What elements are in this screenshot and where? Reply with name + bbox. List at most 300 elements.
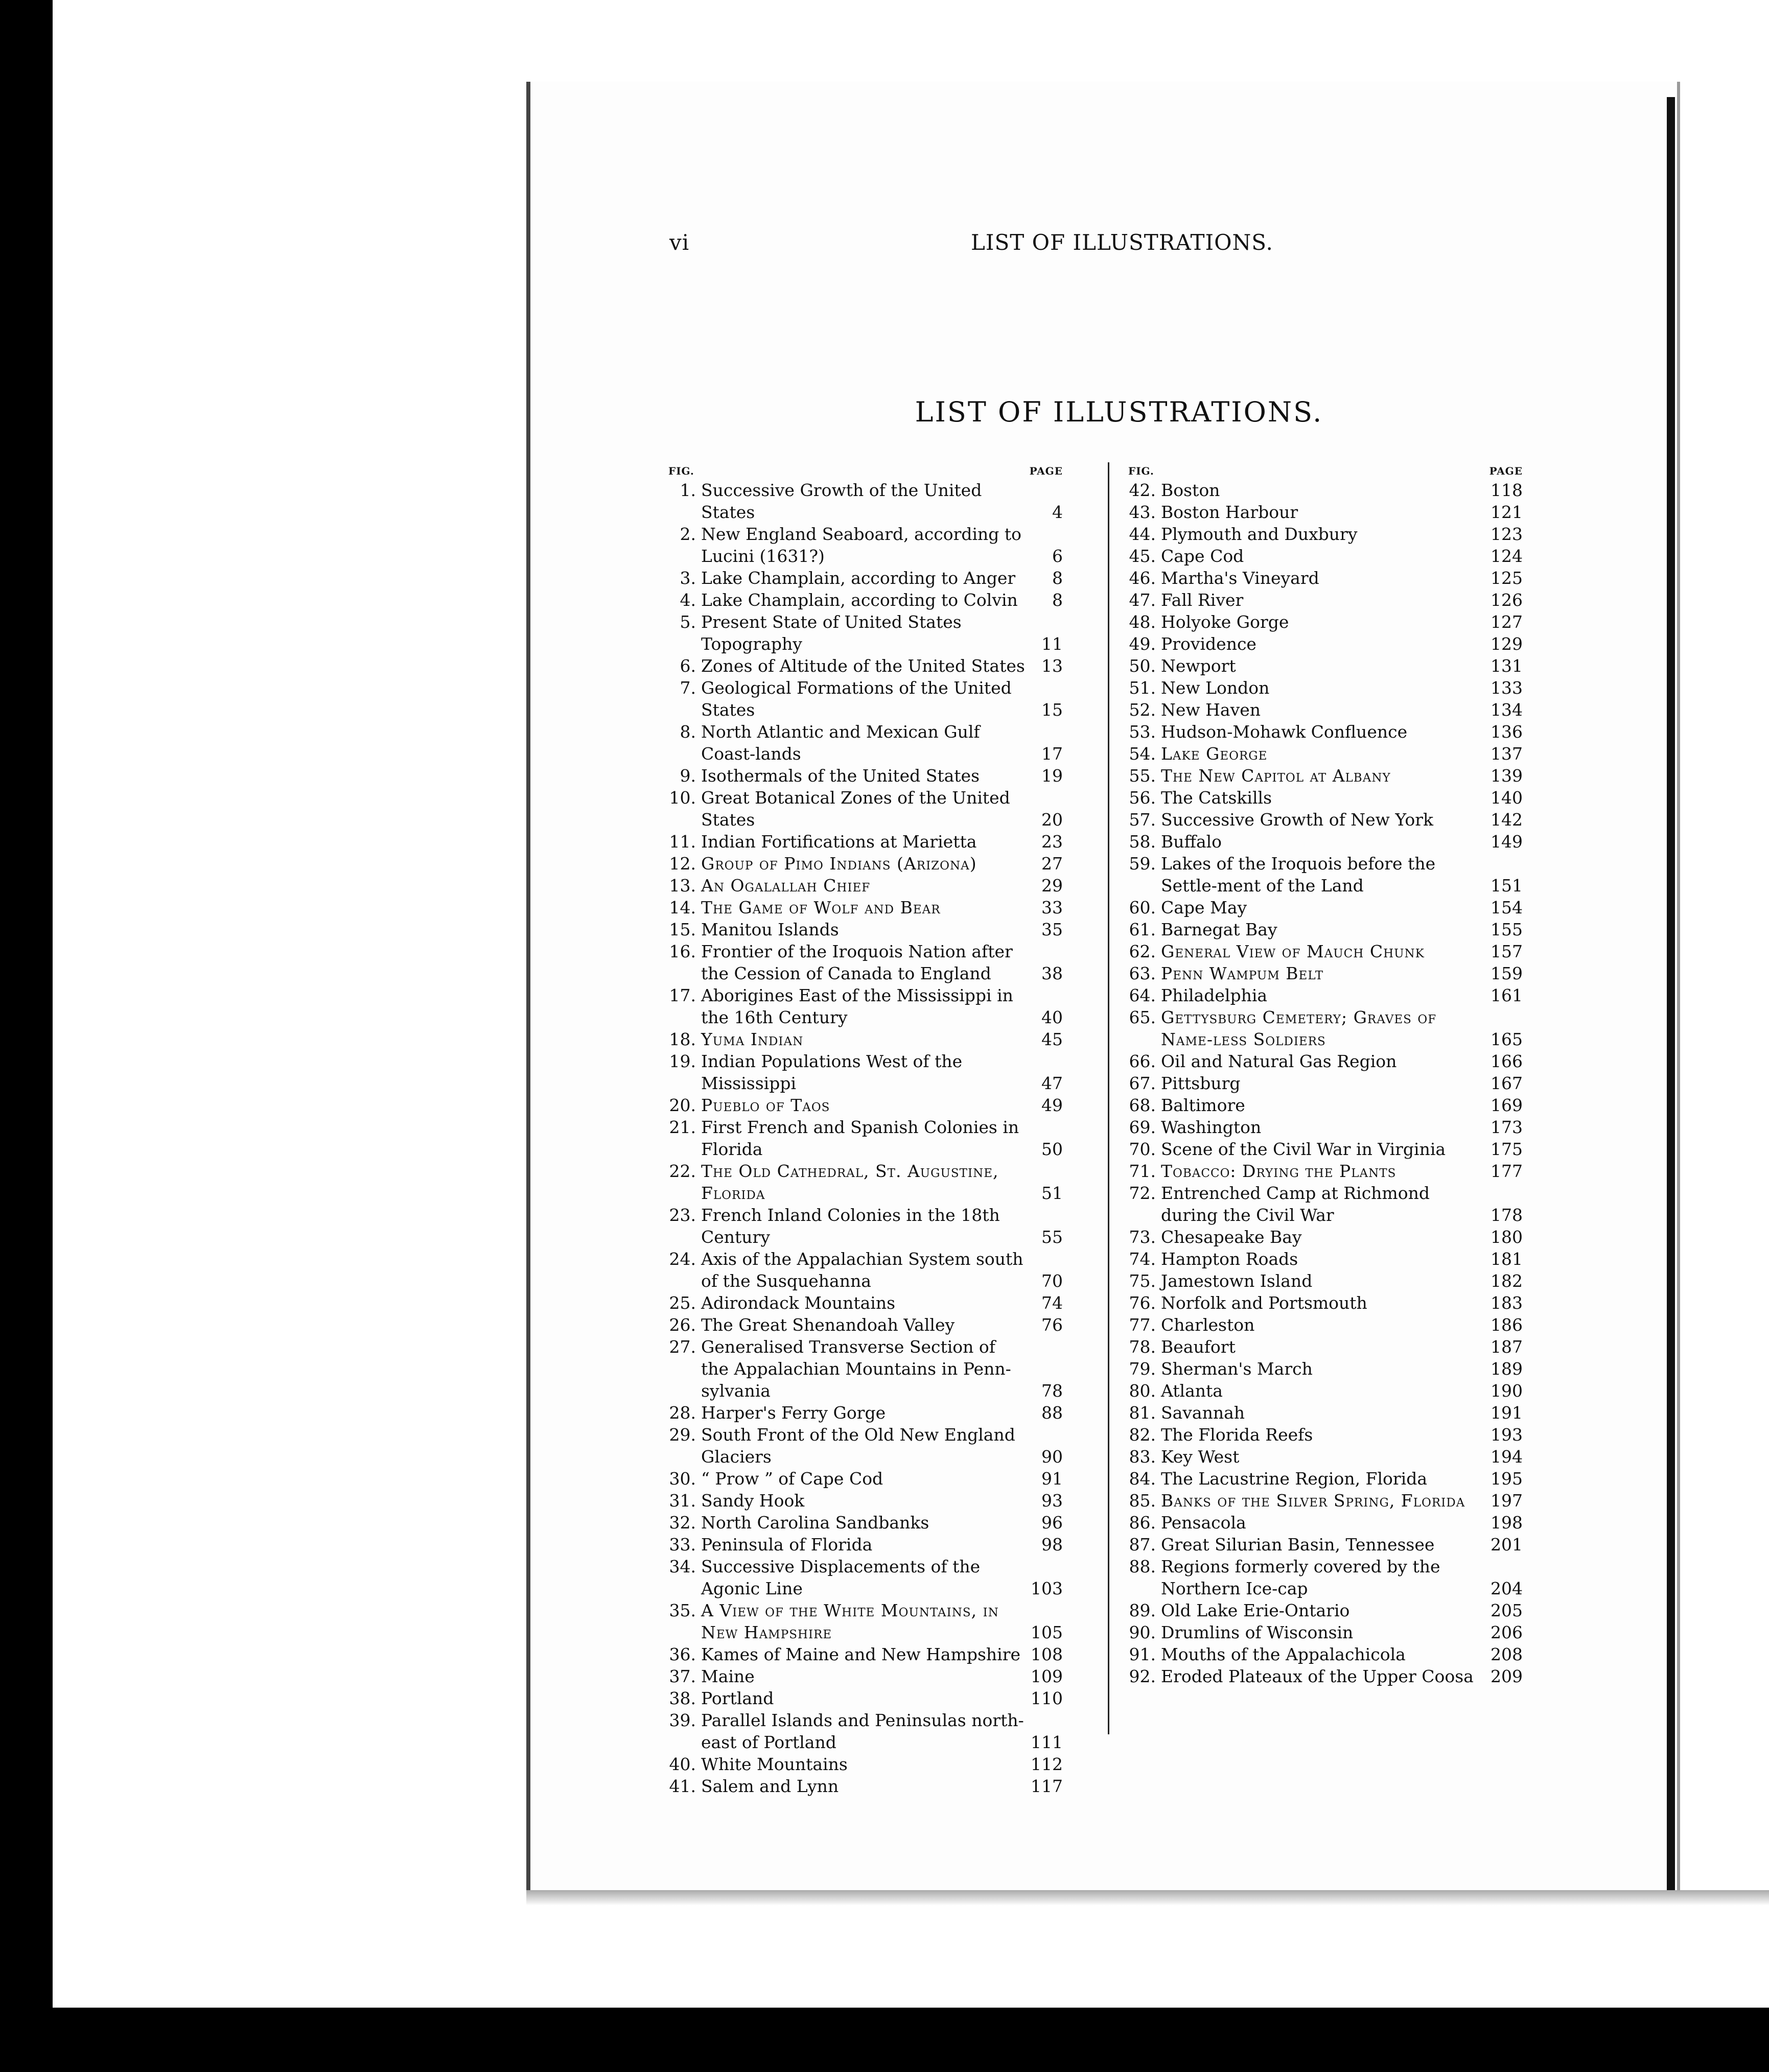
illustration-entry xyxy=(1124,677,1523,699)
figure-title xyxy=(1161,1270,1488,1292)
illustration-entry xyxy=(664,897,1063,919)
figure-number: 19. xyxy=(669,1051,696,1071)
figure-number: 83. xyxy=(1129,1447,1156,1467)
figure-title xyxy=(701,1556,1028,1599)
page-title: LIST OF ILLUSTRATIONS. xyxy=(915,396,1323,428)
figure-title xyxy=(1161,743,1488,765)
figure-number: 65. xyxy=(1129,1007,1156,1027)
figure-title-text: Banks of the Silver Spring, Florida xyxy=(1161,1491,1465,1511)
figure-number: 55. xyxy=(1129,766,1156,786)
figure-title-text: The Game of Wolf and Bear xyxy=(701,898,941,917)
figure-title xyxy=(701,1512,1028,1534)
figure-number: 60. xyxy=(1129,898,1156,917)
figure-number: 8. xyxy=(680,722,696,742)
figure-title xyxy=(701,940,1028,984)
figure-title xyxy=(1161,1336,1488,1358)
figure-title-text: Savannah xyxy=(1161,1403,1245,1423)
page-number: 74 xyxy=(1041,1293,1063,1313)
page-number: 209 xyxy=(1491,1666,1523,1686)
figure-title xyxy=(701,655,1028,677)
page-number: 91 xyxy=(1041,1469,1063,1489)
illustration-entry xyxy=(664,1599,1063,1643)
illustration-entry xyxy=(664,589,1063,611)
page-number: 201 xyxy=(1491,1535,1523,1555)
figure-title xyxy=(701,1490,1028,1512)
figure-title xyxy=(701,1665,1028,1687)
figure-title xyxy=(1161,1380,1488,1402)
figure-title-text: Manitou Islands xyxy=(701,920,839,939)
illustration-entry xyxy=(664,940,1063,984)
figure-title xyxy=(1161,545,1488,567)
figure-title-text: Boston xyxy=(1161,480,1220,500)
figure-title xyxy=(701,1468,1028,1490)
figure-title-text: “ Prow ” of Cape Cod xyxy=(701,1469,883,1489)
figure-title-text: Successive Growth of New York xyxy=(1161,810,1433,830)
figure-number: 79. xyxy=(1129,1359,1156,1379)
page-number: 133 xyxy=(1491,678,1523,698)
illustration-entry xyxy=(1124,479,1523,501)
figure-title xyxy=(701,897,1028,919)
page-number: 112 xyxy=(1031,1754,1063,1774)
page-number: 29 xyxy=(1041,876,1063,896)
figure-number: 44. xyxy=(1129,524,1156,544)
figure-number: 9. xyxy=(680,766,696,786)
figure-title xyxy=(701,765,1028,787)
illustration-entry xyxy=(664,1424,1063,1468)
figure-title-text: Peninsula of Florida xyxy=(701,1535,873,1555)
illustration-entry xyxy=(1124,699,1523,721)
figure-number: 29. xyxy=(669,1425,696,1445)
figure-title-text: Beaufort xyxy=(1161,1337,1236,1357)
figure-number: 89. xyxy=(1129,1600,1156,1620)
figure-title-text: Lake Champlain, according to Colvin xyxy=(701,590,1018,610)
illustration-entry xyxy=(664,721,1063,765)
figure-title xyxy=(1161,1116,1488,1138)
figure-title xyxy=(1161,940,1488,962)
page-number: 149 xyxy=(1491,832,1523,852)
illustration-entry xyxy=(1124,721,1523,743)
page-number: 8 xyxy=(1052,568,1063,588)
figure-title xyxy=(1161,501,1488,523)
figure-title-text: New London xyxy=(1161,678,1270,698)
figure-title xyxy=(701,1248,1028,1292)
figure-title-text: North Atlantic and Mexican Gulf Coast-lands xyxy=(701,722,980,764)
illustration-entry xyxy=(1124,1226,1523,1248)
figure-title-text: Lake Champlain, according to Anger xyxy=(701,568,1016,588)
figure-number: 4. xyxy=(680,590,696,610)
figure-title xyxy=(1161,1292,1488,1314)
figure-title xyxy=(701,589,1028,611)
illustration-entry xyxy=(664,1468,1063,1490)
figure-title-text: Indian Populations West of the Mississippi xyxy=(701,1051,963,1093)
figure-title-text: Zones of Altitude of the United States xyxy=(701,656,1025,676)
figure-title-text: Pensacola xyxy=(1161,1513,1246,1533)
figure-number: 16. xyxy=(669,941,696,961)
page-number: 17 xyxy=(1041,744,1063,764)
figure-title xyxy=(1161,1424,1488,1446)
illustration-entry xyxy=(1124,1314,1523,1336)
figure-number: 35. xyxy=(669,1600,696,1620)
figure-title xyxy=(701,1160,1028,1204)
page-number: 142 xyxy=(1491,810,1523,830)
column-header xyxy=(664,460,1063,479)
illustration-entry xyxy=(664,1116,1063,1160)
page-number: 35 xyxy=(1041,920,1063,939)
figure-title xyxy=(701,611,1028,655)
figure-number: 73. xyxy=(1129,1227,1156,1247)
page-number: 98 xyxy=(1041,1535,1063,1555)
illustration-entry xyxy=(664,523,1063,567)
figure-title xyxy=(1161,1094,1488,1116)
figure-title-text: Yuma Indian xyxy=(701,1029,804,1049)
page-number: 27 xyxy=(1041,854,1063,874)
figure-title xyxy=(1161,1160,1488,1182)
figure-title-text: Cape Cod xyxy=(1161,546,1244,566)
page-number: 111 xyxy=(1031,1732,1063,1752)
figure-title xyxy=(1161,1468,1488,1490)
figure-number: 71. xyxy=(1129,1161,1156,1181)
page-number: 127 xyxy=(1491,612,1523,632)
figure-number: 38. xyxy=(669,1688,696,1708)
page-number: 6 xyxy=(1052,546,1063,566)
illustration-entry xyxy=(1124,1116,1523,1138)
figure-title xyxy=(701,1336,1028,1402)
figure-title-text: Sandy Hook xyxy=(701,1491,805,1511)
page-number: 208 xyxy=(1491,1644,1523,1664)
illustration-entry xyxy=(1124,633,1523,655)
figure-title xyxy=(1161,633,1488,655)
figure-title xyxy=(701,1534,1028,1556)
illustration-entry xyxy=(1124,1336,1523,1358)
column-divider xyxy=(1108,462,1109,1734)
figure-title xyxy=(701,1402,1028,1424)
illustration-entry xyxy=(1124,501,1523,523)
illustrations-column-right xyxy=(1124,460,1523,1687)
page-number: 197 xyxy=(1491,1491,1523,1511)
illustration-entry xyxy=(664,655,1063,677)
figure-number: 31. xyxy=(669,1491,696,1511)
figure-title-text: Great Silurian Basin, Tennessee xyxy=(1161,1535,1435,1555)
figure-title xyxy=(1161,897,1488,919)
illustration-entry xyxy=(664,1402,1063,1424)
figure-title-text: Frontier of the Iroquois Nation after the Cession of Canada to England xyxy=(701,941,1013,983)
figure-number: 22. xyxy=(669,1161,696,1181)
page-number: 55 xyxy=(1041,1227,1063,1247)
figure-number: 91. xyxy=(1129,1644,1156,1664)
figure-title-text: Old Lake Erie-Ontario xyxy=(1161,1600,1350,1620)
page-number: 45 xyxy=(1041,1029,1063,1049)
figure-title-text: White Mountains xyxy=(701,1754,848,1774)
figure-title-text: Martha's Vineyard xyxy=(1161,568,1319,588)
figure-title xyxy=(1161,1599,1488,1621)
page-number: 155 xyxy=(1491,920,1523,939)
page-number: 157 xyxy=(1491,941,1523,961)
illustration-entry xyxy=(1124,1006,1523,1050)
figure-number: 18. xyxy=(669,1029,696,1049)
illustration-entry xyxy=(664,1709,1063,1753)
figure-title-text: Sherman's March xyxy=(1161,1359,1313,1379)
page-number: 169 xyxy=(1491,1095,1523,1115)
page-number: 194 xyxy=(1491,1447,1523,1467)
figure-title-text: Present State of United States Topography xyxy=(701,612,962,654)
figure-number: 43. xyxy=(1129,502,1156,522)
page-number: 124 xyxy=(1491,546,1523,566)
illustration-entry xyxy=(664,1687,1063,1709)
figure-title xyxy=(1161,1314,1488,1336)
page-number: 47 xyxy=(1041,1073,1063,1093)
page-number: 161 xyxy=(1491,985,1523,1005)
figure-number: 26. xyxy=(669,1315,696,1335)
figure-number: 28. xyxy=(669,1403,696,1423)
illustration-entry xyxy=(664,1490,1063,1512)
page-number: 23 xyxy=(1041,832,1063,852)
figure-number: 54. xyxy=(1129,744,1156,764)
figure-title-text: Buffalo xyxy=(1161,832,1222,852)
fig-header: FIG. xyxy=(1128,465,1154,477)
figure-number: 11. xyxy=(669,832,696,852)
figure-number: 66. xyxy=(1129,1051,1156,1071)
illustration-entry xyxy=(664,1534,1063,1556)
figure-number: 15. xyxy=(669,920,696,939)
figure-title-text: Scene of the Civil War in Virginia xyxy=(1161,1139,1446,1159)
figure-title-text: Norfolk and Portsmouth xyxy=(1161,1293,1367,1313)
illustration-entry xyxy=(1124,1160,1523,1182)
figure-number: 78. xyxy=(1129,1337,1156,1357)
figure-title xyxy=(1161,765,1488,787)
figure-number: 81. xyxy=(1129,1403,1156,1423)
figure-number: 37. xyxy=(669,1666,696,1686)
figure-title-text: First French and Spanish Colonies in Florida xyxy=(701,1117,1019,1159)
page-number: 136 xyxy=(1491,722,1523,742)
illustration-entry xyxy=(1124,809,1523,831)
figure-title-text: Successive Growth of the United States xyxy=(701,480,982,522)
illustration-entry xyxy=(1124,1358,1523,1380)
figure-number: 84. xyxy=(1129,1469,1156,1489)
figure-title-text: South Front of the Old New England Glaciers xyxy=(701,1425,1015,1467)
illustration-entry xyxy=(664,765,1063,787)
illustration-entry xyxy=(664,853,1063,875)
page-number: 131 xyxy=(1491,656,1523,676)
figure-title-text: Salem and Lynn xyxy=(701,1776,839,1796)
figure-title xyxy=(701,853,1028,875)
figure-number: 72. xyxy=(1129,1183,1156,1203)
figure-title-text: The Great Shenandoah Valley xyxy=(701,1315,955,1335)
illustration-entry xyxy=(664,1292,1063,1314)
illustration-entry xyxy=(1124,897,1523,919)
figure-number: 40. xyxy=(669,1754,696,1774)
figure-title-text: Philadelphia xyxy=(1161,985,1268,1005)
figure-number: 5. xyxy=(680,612,696,632)
figure-title-text: Indian Fortifications at Marietta xyxy=(701,832,977,852)
page-number: 19 xyxy=(1041,766,1063,786)
figure-title xyxy=(701,1050,1028,1094)
figure-title-text: Fall River xyxy=(1161,590,1244,610)
figure-title xyxy=(701,1424,1028,1468)
page-number: 167 xyxy=(1491,1073,1523,1093)
illustration-entry xyxy=(1124,1248,1523,1270)
figure-title-text: Chesapeake Bay xyxy=(1161,1227,1302,1247)
figure-title xyxy=(701,1599,1028,1643)
illustration-entry xyxy=(1124,1490,1523,1512)
page-number: 110 xyxy=(1031,1688,1063,1708)
figure-number: 51. xyxy=(1129,678,1156,698)
page-number: 173 xyxy=(1491,1117,1523,1137)
figure-title xyxy=(1161,919,1488,940)
figure-title xyxy=(701,1709,1028,1753)
column-header xyxy=(1124,460,1523,479)
page-number: 121 xyxy=(1491,502,1523,522)
figure-title xyxy=(1161,962,1488,984)
figure-title-text: Providence xyxy=(1161,634,1256,654)
figure-title-text: North Carolina Sandbanks xyxy=(701,1513,929,1533)
figure-title-text: Cape May xyxy=(1161,898,1247,917)
figure-number: 14. xyxy=(669,898,696,917)
illustration-entry xyxy=(1124,611,1523,633)
figure-title xyxy=(701,1753,1028,1775)
page-number: 195 xyxy=(1491,1469,1523,1489)
illustration-entry xyxy=(1124,1446,1523,1468)
illustration-entry xyxy=(1124,1402,1523,1424)
figure-title xyxy=(1161,699,1488,721)
figure-number: 21. xyxy=(669,1117,696,1137)
figure-title xyxy=(1161,1556,1488,1599)
illustration-entry xyxy=(1124,1424,1523,1446)
figure-title xyxy=(1161,1138,1488,1160)
figure-number: 61. xyxy=(1129,920,1156,939)
figure-title xyxy=(701,787,1028,831)
illustration-entry xyxy=(664,1753,1063,1775)
figure-title-text: French Inland Colonies in the 18th Century xyxy=(701,1205,1000,1247)
figure-number: 63. xyxy=(1129,963,1156,983)
page-number: 140 xyxy=(1491,788,1523,808)
figure-number: 64. xyxy=(1129,985,1156,1005)
illustration-entry xyxy=(1124,743,1523,765)
illustration-entry xyxy=(664,479,1063,523)
figure-number: 1. xyxy=(680,480,696,500)
figure-title xyxy=(701,1028,1028,1050)
illustration-entry xyxy=(664,1314,1063,1336)
figure-title-text: New England Seaboard, according to Lucini (1631?) xyxy=(701,524,1022,566)
illustration-entry xyxy=(664,611,1063,655)
figure-number: 34. xyxy=(669,1557,696,1576)
page-number: 180 xyxy=(1491,1227,1523,1247)
page-edge-rule xyxy=(1667,97,1675,1895)
figure-number: 90. xyxy=(1129,1622,1156,1642)
figure-title-text: Parallel Islands and Peninsulas north-east of Portland xyxy=(701,1710,1024,1752)
figure-title xyxy=(1161,1643,1488,1665)
figure-title-text: Gettysburg Cemetery; Graves of Name-less Soldiers xyxy=(1161,1007,1437,1049)
figure-number: 53. xyxy=(1129,722,1156,742)
illustration-entry xyxy=(664,1665,1063,1687)
illustration-entry xyxy=(1124,1534,1523,1556)
figure-title xyxy=(1161,1621,1488,1643)
figure-title xyxy=(1161,589,1488,611)
figure-title-text: Successive Displacements of the Agonic Line xyxy=(701,1557,981,1598)
figure-title-text: Maine xyxy=(701,1666,755,1686)
figure-number: 85. xyxy=(1129,1491,1156,1511)
figure-title-text: Charleston xyxy=(1161,1315,1255,1335)
figure-title-text: Barnegat Bay xyxy=(1161,920,1277,939)
figure-title xyxy=(701,1643,1028,1665)
illustration-entry xyxy=(664,1160,1063,1204)
figure-title-text: Lakes of the Iroquois before the Settle-ment of the Land xyxy=(1161,854,1436,896)
figure-title-text: Plymouth and Duxbury xyxy=(1161,524,1358,544)
figure-title-text: The Old Cathedral, St. Augustine, Florida xyxy=(701,1161,999,1203)
page-number: 90 xyxy=(1041,1447,1063,1467)
page-number: 137 xyxy=(1491,744,1523,764)
illustration-entry xyxy=(664,1556,1063,1599)
figure-title xyxy=(1161,1248,1488,1270)
figure-title-text: A View of the White Mountains, in New Hampshire xyxy=(701,1600,999,1642)
figure-title-text: Pittsburg xyxy=(1161,1073,1241,1093)
figure-number: 13. xyxy=(669,876,696,896)
figure-title-text: Group of Pimo Indians (Arizona) xyxy=(701,854,977,874)
figure-number: 77. xyxy=(1129,1315,1156,1335)
illustration-entry xyxy=(664,567,1063,589)
illustration-entry xyxy=(664,1512,1063,1534)
figure-number: 62. xyxy=(1129,941,1156,961)
figure-title xyxy=(1161,1512,1488,1534)
illustration-entry xyxy=(1124,1292,1523,1314)
illustration-entry xyxy=(1124,919,1523,940)
figure-title-text: Generalised Transverse Section of the Appalachian Mountains in Penn-sylvania xyxy=(701,1337,1011,1401)
illustration-entry xyxy=(664,1094,1063,1116)
illustration-entry xyxy=(1124,1621,1523,1643)
page-number: 193 xyxy=(1491,1425,1523,1445)
figure-number: 45. xyxy=(1129,546,1156,566)
illustration-entry xyxy=(1124,1380,1523,1402)
figure-title xyxy=(1161,479,1488,501)
illustration-entry xyxy=(1124,545,1523,567)
illustration-entry xyxy=(664,787,1063,831)
figure-title-text: Harper's Ferry Gorge xyxy=(701,1403,886,1423)
figure-title xyxy=(1161,677,1488,699)
figure-number: 80. xyxy=(1129,1381,1156,1401)
page-number: 178 xyxy=(1491,1205,1523,1225)
page-number: 166 xyxy=(1491,1051,1523,1071)
figure-title-text: Eroded Plateaux of the Upper Coosa xyxy=(1161,1666,1474,1686)
page-number: 189 xyxy=(1491,1359,1523,1379)
figure-number: 27. xyxy=(669,1337,696,1357)
page-number: 117 xyxy=(1031,1776,1063,1796)
figure-title xyxy=(1161,1072,1488,1094)
figure-number: 76. xyxy=(1129,1293,1156,1313)
page-number: 50 xyxy=(1041,1139,1063,1159)
illustration-entry xyxy=(1124,940,1523,962)
figure-title-text: General View of Mauch Chunk xyxy=(1161,941,1425,961)
figure-title xyxy=(701,567,1028,589)
figure-title xyxy=(1161,831,1488,853)
illustration-entry xyxy=(1124,1599,1523,1621)
page-number: 109 xyxy=(1031,1666,1063,1686)
page-number: 182 xyxy=(1491,1271,1523,1291)
figure-title xyxy=(1161,1006,1488,1050)
page-number: 198 xyxy=(1491,1513,1523,1533)
figure-number: 68. xyxy=(1129,1095,1156,1115)
figure-number: 3. xyxy=(680,568,696,588)
illustration-entry xyxy=(1124,1665,1523,1687)
page-number: 76 xyxy=(1041,1315,1063,1335)
figure-number: 87. xyxy=(1129,1535,1156,1555)
figure-title xyxy=(701,831,1028,853)
illustration-entry xyxy=(1124,1643,1523,1665)
page-number: 78 xyxy=(1041,1381,1063,1401)
figure-number: 75. xyxy=(1129,1271,1156,1291)
page-number: 154 xyxy=(1491,898,1523,917)
figure-number: 42. xyxy=(1129,480,1156,500)
figure-number: 58. xyxy=(1129,832,1156,852)
figure-number: 32. xyxy=(669,1513,696,1533)
